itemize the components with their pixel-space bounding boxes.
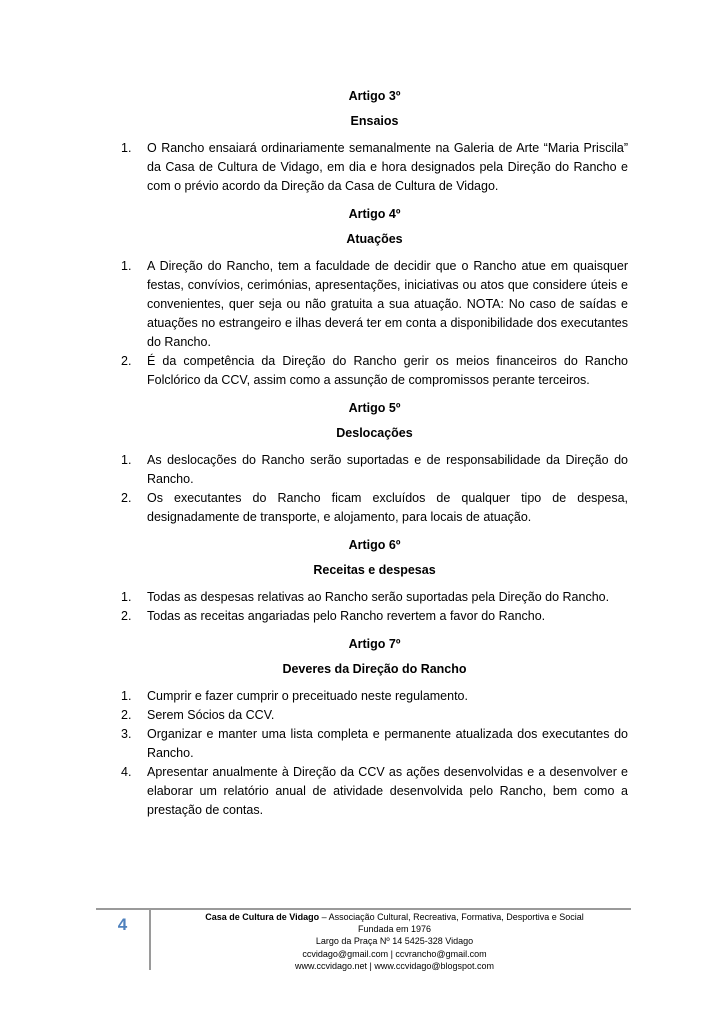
list-item-number: 1. [121,141,132,155]
list-item-text: Todas as despesas relativas ao Rancho serão suportadas pela Direção do Rancho. [147,590,610,604]
footer-vertical-divider [149,910,151,970]
list-item [121,607,628,626]
footer-websites: www.ccvidago.net | www.ccvidago@blogspot.com [294,960,495,971]
list-item-text: É da competência da Direção do Rancho gerir os meios financeiros do Rancho Folclórico da CCV, assim como a assunção de compromissos perante terceiros. [147,354,628,387]
article-number: Artigo 7º [348,637,401,651]
list-item-text: Apresentar anualmente à Direção da CCV as ações desenvolvidas e a desenvolver e elaborar um relatório anual de atividade desenvolvida pelo Rancho, bem como a prestação de contas. [147,765,628,817]
article-items-list [121,451,628,527]
list-item-number: 1. [121,453,132,467]
article-title: Receitas e despesas [313,563,436,577]
list-item [121,451,628,489]
list-item-text: Cumprir e fazer cumprir o preceituado neste regulamento. [147,689,468,703]
list-item [121,706,628,725]
footer-org-line [158,911,631,923]
list-item-text: A Direção do Rancho, tem a faculdade de decidir que o Rancho atue em quaisquer festas, convívios, cerimónias, apresentações, iniciativas ou atos que considere úteis e convenientes, quer seja ou não gratuita a sua atuação. NOTA: No caso de saídas e atuações no estrangeiro e ilhas deverá ter em conta a disponibilidade dos executantes do Rancho. [147,259,628,349]
list-item [121,489,628,527]
article-title: Deslocações [336,426,413,440]
footer-divider [96,908,631,910]
footer-org-desc: – Associação Cultural, Recreativa, Formativa, Desportiva e Social [319,912,584,922]
footer-org-name: Casa de Cultura de Vidago [205,912,320,922]
list-item [121,763,628,820]
list-item-text: As deslocações do Rancho serão suportadas e de responsabilidade da Direção do Rancho. [147,453,628,486]
list-item-number: 2. [121,609,132,623]
list-item [121,257,628,352]
article-items-list [121,139,628,196]
list-item [121,588,628,607]
article-number: Artigo 6º [348,538,401,552]
list-item-text: Os executantes do Rancho ficam excluídos de qualquer tipo de despesa, designadamente de transporte, e alojamento, para locais de atuação. [147,491,628,524]
list-item-number: 1. [121,689,132,703]
article-title: Atuações [346,232,403,246]
list-item-text: O Rancho ensaiará ordinariamente semanalmente na Galeria de Arte “Maria Priscila” da Casa de Cultura de Vidago, em dia e hora designados pela Direção do Rancho e com o prévio acordo da Direção da Casa de Cultura de Vidago. [147,141,628,193]
list-item-number: 3. [121,727,132,741]
article-title: Deveres da Direção do Rancho [282,662,467,676]
article-number: Artigo 3º [348,89,401,103]
footer-founded: Fundada em 1976 [357,924,432,935]
list-item [121,139,628,196]
footer-emails: ccvidago@gmail.com | ccvrancho@gmail.com [302,948,487,959]
list-item-number: 2. [121,708,132,722]
footer-contact-block [158,911,631,972]
article-number: Artigo 4º [348,207,401,221]
regulation-body [121,88,628,830]
article-items-list [121,588,628,626]
list-item-number: 1. [121,259,132,273]
page-footer [96,908,631,971]
list-item-number: 4. [121,765,132,779]
list-item [121,352,628,390]
list-item-text: Serem Sócios da CCV. [147,708,275,722]
article-title: Ensaios [350,114,399,128]
list-item-number: 2. [121,354,132,368]
list-item-number: 2. [121,491,132,505]
list-item-text: Todas as receitas angariadas pelo Rancho revertem a favor do Rancho. [147,609,546,623]
list-item [121,725,628,763]
footer-address: Largo da Praça Nº 14 5425-328 Vidago [315,936,474,947]
list-item [121,687,628,706]
article-number: Artigo 5º [348,401,401,415]
list-item-text: Organizar e manter uma lista completa e permanente atualizada dos executantes do Rancho. [147,727,628,760]
list-item-number: 1. [121,590,132,604]
article-items-list [121,687,628,820]
article-items-list [121,257,628,390]
page-number: 4 [117,915,128,934]
